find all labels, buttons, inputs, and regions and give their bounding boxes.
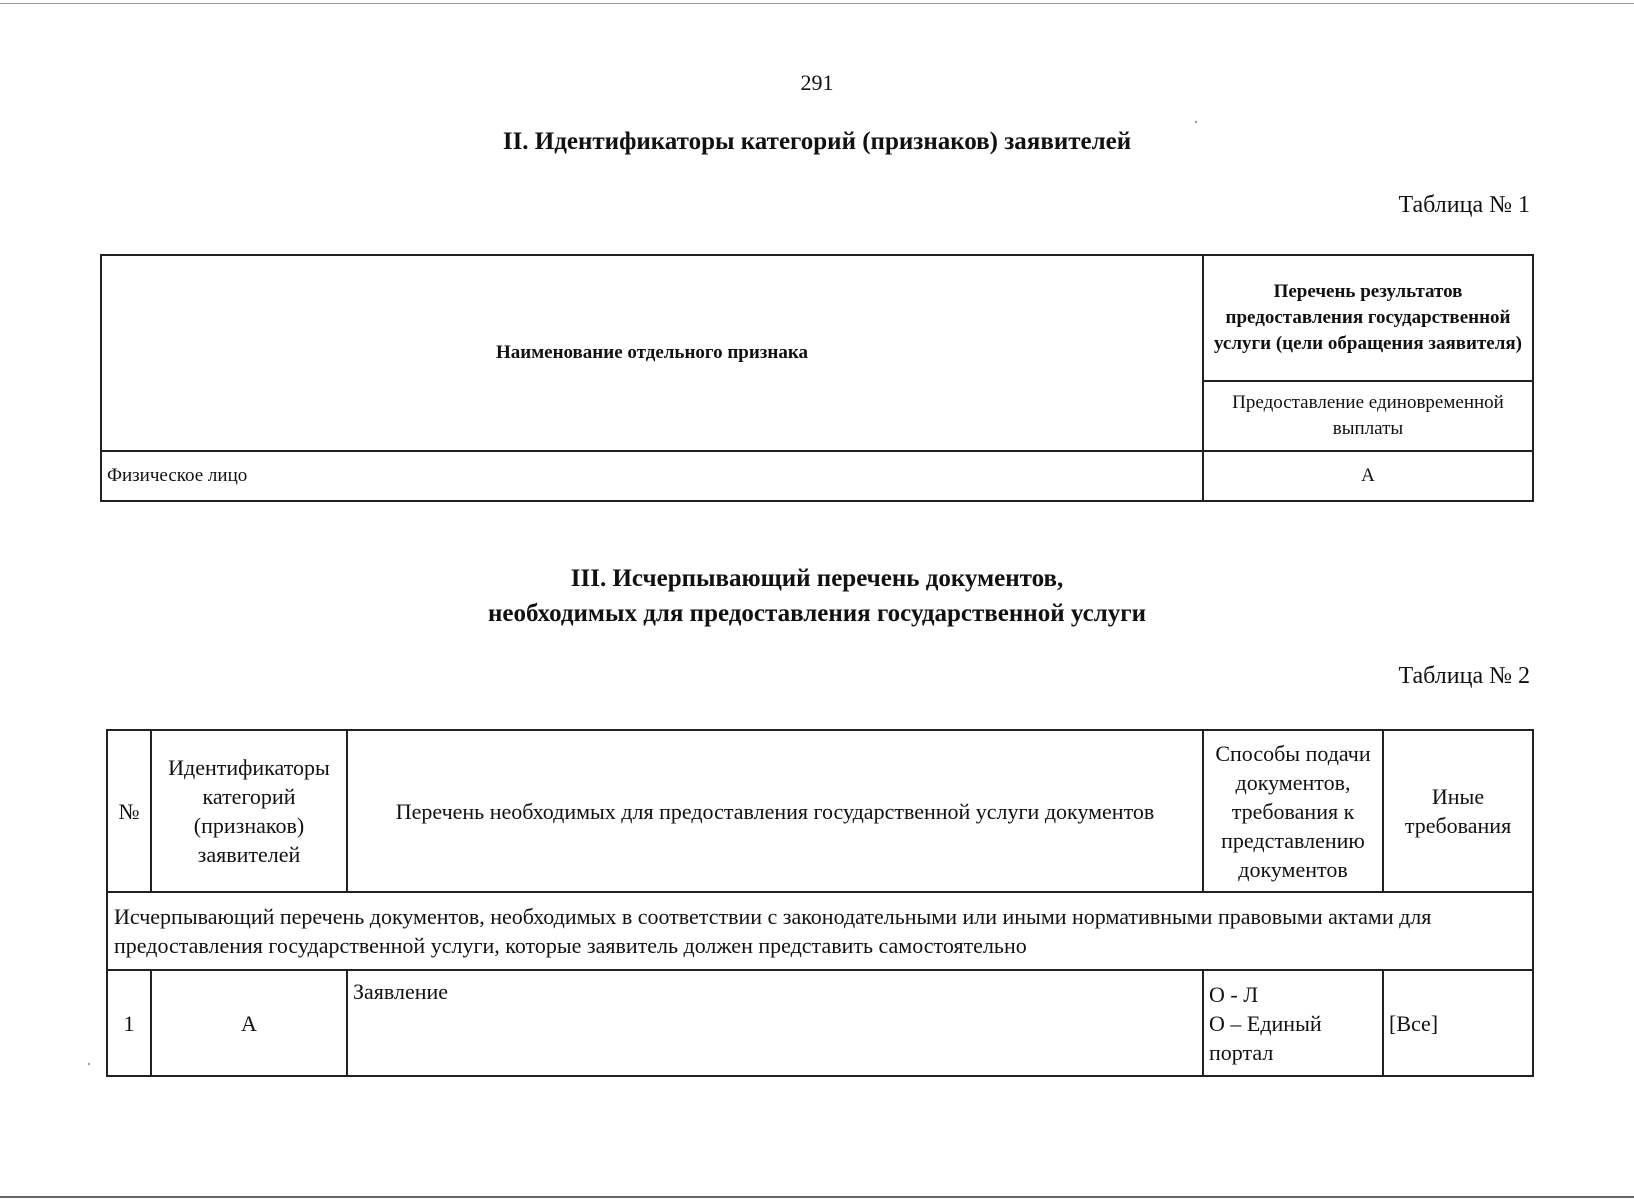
service-results-header: Перечень результатов предоставления государственной услуги (цели обращения заявителя) — [1203, 255, 1533, 381]
row-number-cell: 1 — [107, 970, 151, 1076]
one-time-payment-subheader: Предоставление единовременной выплаты — [1203, 381, 1533, 451]
scan-edge-bottom — [0, 1196, 1634, 1198]
row-methods-cell — [1203, 970, 1383, 1076]
identifiers-column-header: Идентификаторы категорий (признаков) заявителей — [151, 730, 347, 892]
section-2-heading: II. Идентификаторы категорий (признаков) заявителей — [502, 128, 1132, 155]
table-row — [101, 451, 1533, 501]
row-other-requirements-cell: [Все] — [1383, 970, 1533, 1076]
submission-method-item: О – Единый портал — [1209, 1010, 1322, 1065]
table-2-caption: Таблица № 2 — [1398, 663, 1530, 689]
section-3-heading-line-1: III. Исчерпывающий перечень документов, — [570, 565, 1064, 592]
required-documents-table — [106, 729, 1534, 1077]
number-column-header: № — [107, 730, 151, 892]
table-section-row — [107, 892, 1533, 970]
row-identifier-cell: А — [151, 970, 347, 1076]
section-3-heading-line-2: необходимых для предоставления государственной услуги — [488, 600, 1146, 627]
table-header-row — [107, 730, 1533, 892]
submission-methods-column-header: Способы подачи документов, требования к представлению документов — [1203, 730, 1383, 892]
scan-speck — [1195, 121, 1197, 123]
row-document-cell: Заявление — [347, 970, 1203, 1076]
attribute-cell: Физическое лицо — [101, 451, 1203, 501]
documents-column-header: Перечень необходимых для предоставления государственной услуги документов — [347, 730, 1203, 892]
result-code-cell: А — [1203, 451, 1533, 501]
table-header-row — [101, 255, 1533, 381]
other-requirements-column-header: Иные требования — [1383, 730, 1533, 892]
scan-edge-top — [0, 3, 1634, 4]
page-number: 291 — [800, 70, 834, 95]
section-3-heading — [0, 561, 1634, 631]
submission-method-item: О - Л — [1209, 981, 1259, 1007]
self-submitted-documents-section: Исчерпывающий перечень документов, необходимых в соответствии с законодательными или иными нормативными правовыми актами для предоставления государственной услуги, которые заявитель должен представить самостоятельно — [107, 892, 1533, 970]
table-1-caption: Таблица № 1 — [1398, 192, 1530, 218]
scan-speck — [88, 1063, 90, 1065]
table-row — [107, 970, 1533, 1076]
applicant-categories-table — [100, 254, 1534, 502]
attribute-name-header: Наименование отдельного признака — [101, 255, 1203, 451]
